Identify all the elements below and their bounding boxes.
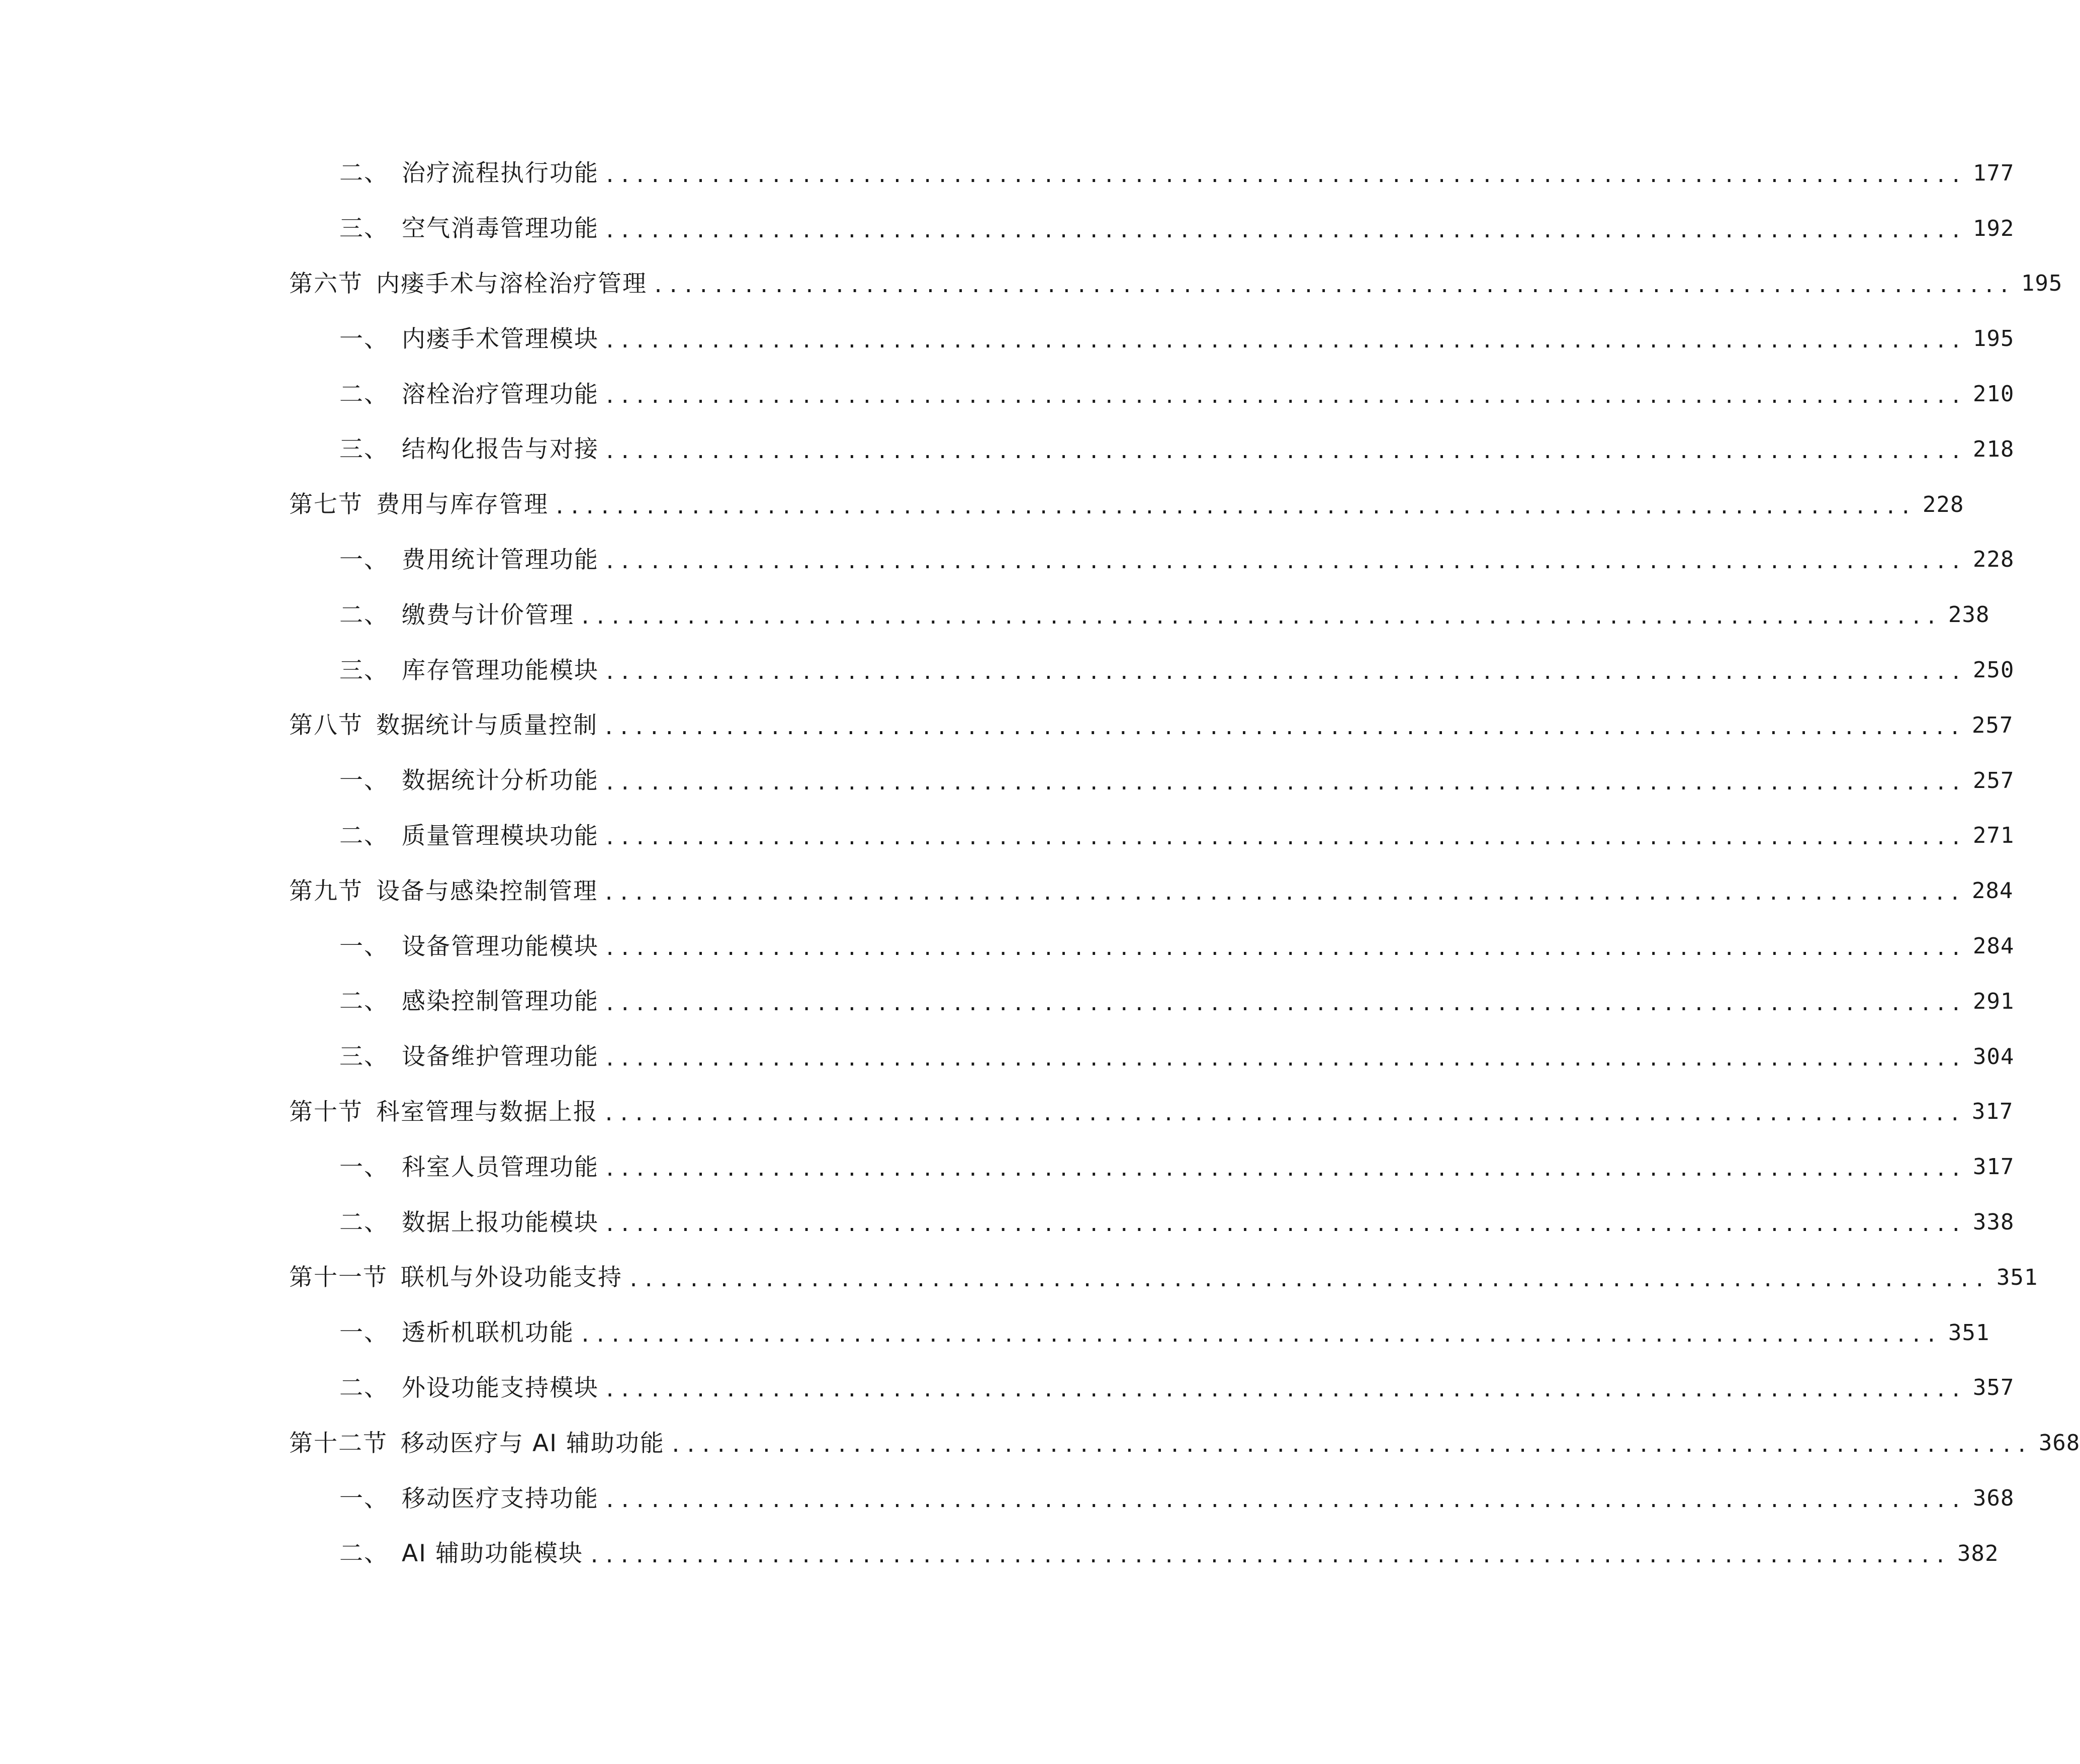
toc-entry-page-number[interactable]: 284	[1971, 878, 2014, 904]
toc-entry-number: 第九节	[289, 877, 363, 905]
toc-entry-number: 第六节	[289, 270, 363, 298]
toc-entry-page-number[interactable]: 351	[1996, 1264, 2038, 1290]
dot-leader: ..........................................................................................	[652, 274, 2014, 298]
toc-entry-title[interactable]	[339, 1540, 583, 1568]
toc-entry-text: 科室人员管理功能	[402, 1153, 599, 1181]
toc-subsection-entry[interactable]	[289, 201, 2015, 256]
dot-leader: ..........................................................................................	[579, 1323, 1941, 1347]
toc-entry-text: 感染控制管理功能	[402, 988, 599, 1016]
toc-entry-number: 二、	[339, 380, 389, 408]
toc-entry-page-number[interactable]: 357	[1972, 1375, 2015, 1401]
dot-leader: ..........................................................................................	[604, 219, 1965, 242]
toc-section-entry[interactable]	[289, 863, 2014, 919]
toc-subsection-entry[interactable]	[289, 422, 2015, 477]
toc-entry-title[interactable]	[339, 1045, 599, 1069]
dot-leader: ..........................................................................................	[604, 329, 1965, 353]
toc-subsection-entry[interactable]	[289, 587, 1990, 643]
toc-entry-page-number[interactable]: 195	[1972, 326, 2015, 352]
toc-subsection-entry[interactable]	[289, 1029, 2015, 1085]
toc-entry-text: 费用统计管理功能	[402, 546, 599, 574]
toc-entry-page-number[interactable]: 338	[1972, 1209, 2015, 1236]
toc-entry-title[interactable]	[339, 1153, 599, 1181]
toc-subsection-entry[interactable]	[289, 643, 2015, 698]
toc-section-entry[interactable]	[289, 477, 1964, 533]
toc-entry-number: 第十一节	[289, 1264, 388, 1292]
toc-entry-page-number[interactable]: 304	[1972, 1043, 2015, 1070]
dot-leader: ..........................................................................................	[669, 1434, 2031, 1457]
toc-entry-page-number[interactable]: 192	[1972, 215, 2015, 241]
toc-entry-title[interactable]	[339, 988, 599, 1016]
toc-subsection-entry[interactable]	[289, 809, 2015, 864]
toc-entry-number: 一、	[339, 1153, 389, 1181]
toc-entry-title[interactable]	[339, 380, 599, 408]
toc-entry-title[interactable]	[289, 1264, 622, 1292]
toc-entry-text: 内瘘手术与溶栓治疗管理	[376, 270, 647, 298]
toc-entry-number: 二、	[339, 1540, 389, 1568]
dot-leader: ..........................................................................................	[604, 550, 1965, 574]
dot-leader: ..........................................................................................	[627, 1268, 1989, 1291]
toc-entry-page-number[interactable]: 250	[1972, 657, 2015, 683]
dot-leader: ..........................................................................................	[604, 661, 1965, 684]
toc-subsection-entry[interactable]	[289, 1361, 2015, 1416]
toc-entry-text: 移动医疗与 AI 辅助功能	[401, 1429, 665, 1457]
toc-subsection-entry[interactable]	[289, 146, 2015, 201]
toc-entry-text: 联机与外设功能支持	[401, 1264, 622, 1292]
toc-entry-text: 设备管理功能模块	[402, 932, 599, 960]
toc-subsection-entry[interactable]	[289, 311, 2015, 367]
toc-entry-text: 治疗流程执行功能	[402, 159, 599, 188]
toc-entry-page-number[interactable]: 238	[1948, 602, 1990, 628]
dot-leader: ..........................................................................................	[604, 937, 1965, 960]
toc-entry-page-number[interactable]: 368	[1972, 1485, 2015, 1512]
toc-entry-title[interactable]	[339, 603, 574, 627]
dot-leader: ..........................................................................................	[588, 1544, 1950, 1567]
toc-entry-number: 第十二节	[289, 1429, 388, 1457]
toc-entry-number: 三、	[339, 1043, 389, 1071]
toc-entry-page-number[interactable]: 368	[2038, 1430, 2080, 1456]
toc-entry-page-number[interactable]: 177	[1972, 160, 2015, 186]
toc-subsection-entry[interactable]	[289, 1471, 2015, 1526]
toc-subsection-entry[interactable]	[289, 533, 2015, 588]
dot-leader: ..........................................................................................	[603, 716, 1964, 739]
toc-entry-text: 透析机联机功能	[402, 1319, 574, 1347]
toc-entry-number: 一、	[339, 546, 389, 574]
toc-subsection-entry[interactable]	[289, 753, 2015, 809]
toc-entry-page-number[interactable]: 382	[1957, 1540, 1999, 1566]
toc-entry-number: 第八节	[289, 712, 363, 740]
toc-subsection-entry[interactable]	[289, 1305, 1990, 1361]
toc-entry-title[interactable]	[339, 327, 599, 351]
dot-leader: ..........................................................................................	[604, 163, 1965, 187]
toc-entry-page-number[interactable]: 284	[1972, 933, 2015, 959]
toc-entry-page-number[interactable]: 317	[1972, 1154, 2015, 1180]
toc-entry-title[interactable]	[339, 656, 599, 684]
toc-entry-title[interactable]	[339, 1208, 599, 1237]
toc-subsection-entry[interactable]	[289, 367, 2015, 422]
dot-leader: ..........................................................................................	[604, 992, 1965, 1015]
toc-entry-title[interactable]	[339, 159, 599, 188]
toc-entry-number: 第七节	[289, 491, 363, 519]
toc-entry-page-number[interactable]: 195	[2021, 271, 2063, 297]
toc-subsection-entry[interactable]	[289, 974, 2015, 1029]
toc-entry-number: 三、	[339, 215, 389, 243]
toc-entry-title[interactable]	[339, 824, 599, 848]
toc-entry-title[interactable]	[289, 1100, 598, 1124]
toc-entry-text: 设备维护管理功能	[402, 1043, 599, 1071]
dot-leader: ..........................................................................................	[604, 826, 1965, 850]
toc-entry-number: 一、	[339, 767, 389, 795]
toc-entry-number: 一、	[339, 1484, 389, 1513]
toc-entry-text: 科室管理与数据上报	[376, 1098, 598, 1126]
toc-entry-number: 二、	[339, 822, 389, 850]
dot-leader: ..........................................................................................	[554, 495, 1915, 518]
toc-entry-title[interactable]	[339, 1484, 599, 1513]
toc-entry-page-number[interactable]: 291	[1972, 988, 2015, 1014]
dot-leader: ..........................................................................................	[604, 439, 1965, 463]
toc-section-entry[interactable]	[289, 1085, 2014, 1140]
dot-leader: ..........................................................................................	[604, 1489, 1965, 1513]
toc-entry-number: 一、	[339, 325, 389, 353]
toc-entry-title[interactable]	[339, 767, 599, 795]
dot-leader: ..........................................................................................	[604, 771, 1965, 795]
toc-section-entry[interactable]	[289, 1250, 2038, 1305]
toc-entry-text: 缴费与计价管理	[402, 601, 574, 629]
dot-leader: ..........................................................................................	[604, 1158, 1965, 1181]
toc-entry-title[interactable]	[339, 1321, 574, 1345]
toc-subsection-entry[interactable]	[289, 1195, 2015, 1250]
toc-entry-page-number[interactable]: 317	[1971, 1099, 2014, 1125]
toc-entry-title[interactable]	[289, 1429, 665, 1457]
toc-entry-number: 二、	[339, 1374, 389, 1402]
toc-entry-page-number[interactable]: 218	[1972, 436, 2015, 462]
toc-entry-page-number[interactable]: 228	[1972, 547, 2015, 573]
toc-entry-number: 二、	[339, 1208, 389, 1237]
toc-entry-page-number[interactable]: 257	[1972, 767, 2015, 793]
toc-entry-title[interactable]	[339, 215, 599, 243]
toc-entry-title[interactable]	[289, 272, 647, 296]
toc-entry-text: 内瘘手术管理模块	[402, 325, 599, 353]
toc-entry-number: 二、	[339, 159, 389, 188]
toc-section-entry[interactable]	[289, 698, 2014, 753]
toc-entry-text: 数据统计分析功能	[402, 767, 599, 795]
toc-entry-number: 三、	[339, 656, 389, 684]
dot-leader: ..........................................................................................	[579, 605, 1941, 629]
toc-entry-number: 一、	[339, 1319, 389, 1347]
toc-entry-text: 空气消毒管理功能	[402, 215, 599, 243]
dot-leader: ..........................................................................................	[604, 1213, 1965, 1237]
toc-entry-number: 二、	[339, 988, 389, 1016]
toc-entry-title[interactable]	[289, 712, 598, 740]
toc-entry-title[interactable]	[289, 491, 549, 519]
dot-leader: ..........................................................................................	[604, 385, 1965, 408]
toc-entry-title[interactable]	[339, 1376, 599, 1400]
toc-entry-text: 结构化报告与对接	[402, 435, 599, 464]
toc-entry-number: 二、	[339, 601, 389, 629]
toc-entry-text: 设备与感染控制管理	[376, 877, 598, 905]
toc-entry-text: 外设功能支持模块	[402, 1374, 599, 1402]
toc-entry-number: 一、	[339, 932, 389, 960]
toc-subsection-entry[interactable]	[289, 919, 2015, 974]
toc-entry-title[interactable]	[339, 932, 599, 960]
toc-entry-page-number[interactable]: 351	[1948, 1319, 1990, 1346]
toc-entry-text: 移动医疗支持功能	[402, 1484, 599, 1513]
toc-entry-number: 三、	[339, 435, 389, 464]
toc-section-entry[interactable]	[289, 1416, 2080, 1471]
toc-entry-text: AI 辅助功能模块	[402, 1540, 583, 1568]
toc-entry-page-number[interactable]: 210	[1972, 381, 2015, 407]
toc-entry-page-number[interactable]: 228	[1922, 491, 1964, 517]
toc-entry-page-number[interactable]: 257	[1971, 712, 2014, 738]
toc-entry-text: 数据统计与质量控制	[376, 712, 598, 740]
toc-section-entry[interactable]	[289, 256, 2063, 312]
dot-leader: ..........................................................................................	[603, 881, 1964, 905]
dot-leader: ..........................................................................................	[604, 1378, 1965, 1402]
toc-entry-text: 数据上报功能模块	[402, 1208, 599, 1237]
toc-entry-page-number[interactable]: 271	[1972, 823, 2015, 849]
toc-entry-text: 溶栓治疗管理功能	[402, 380, 599, 408]
toc-entry-number: 第十节	[289, 1098, 363, 1126]
table-of-contents	[289, 146, 2080, 1581]
toc-entry-text: 费用与库存管理	[376, 491, 549, 519]
dot-leader: ..........................................................................................	[604, 1047, 1965, 1071]
toc-subsection-entry[interactable]	[289, 1526, 1999, 1581]
toc-entry-text: 质量管理模块功能	[402, 822, 599, 850]
toc-entry-text: 库存管理功能模块	[402, 656, 599, 684]
toc-entry-title[interactable]	[339, 548, 599, 572]
toc-entry-title[interactable]	[289, 879, 598, 903]
toc-entry-title[interactable]	[339, 435, 599, 464]
dot-leader: ..........................................................................................	[603, 1102, 1964, 1126]
toc-subsection-entry[interactable]	[289, 1139, 2015, 1195]
